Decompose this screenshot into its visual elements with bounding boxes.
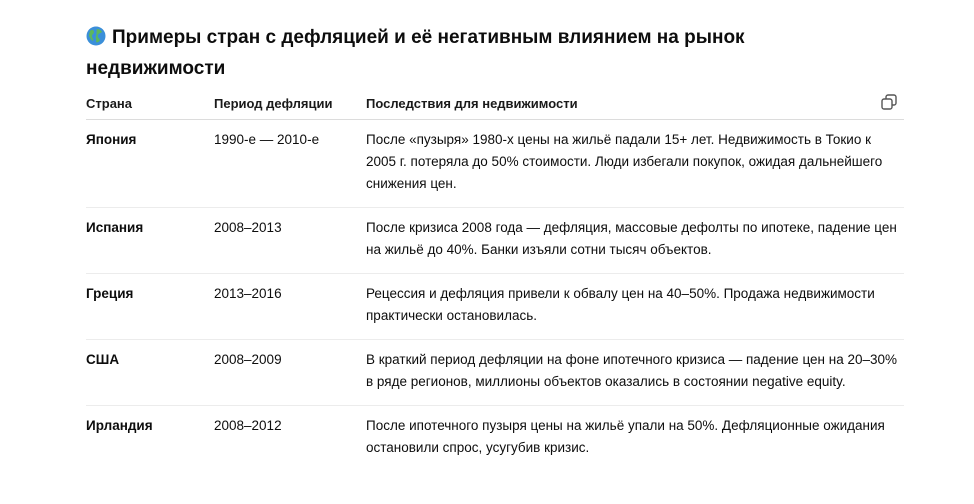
cell-effects: После кризиса 2008 года — дефляция, массовые дефолты по ипотеке, падение цен на жильё до 40%. Банки изъяли сотни тысяч объектов.: [366, 207, 904, 273]
cell-country: Греция: [86, 273, 214, 339]
cell-country: США: [86, 339, 214, 405]
cell-period: 2008–2013: [214, 207, 366, 273]
globe-icon: [86, 26, 106, 46]
cell-period: 2008–2009: [214, 339, 366, 405]
table-row: [86, 207, 904, 273]
cell-effects: После «пузыря» 1980-х цены на жильё падали 15+ лет. Недвижимость в Токио к 2005 г. потеряла до 50% стоимости. Люди избегали покупок, ожидая дальнейшего снижения цен.: [366, 119, 904, 207]
heading-text: Примеры стран с дефляцией и её негативным влиянием на рынок недвижимости: [86, 27, 745, 79]
data-table-container: [86, 88, 904, 471]
table-row: [86, 405, 904, 471]
header-effects: Последствия для недвижимости: [366, 88, 904, 119]
table-row: [86, 273, 904, 339]
deflation-table: [86, 88, 904, 471]
cell-country: Япония: [86, 119, 214, 207]
cell-period: 2013–2016: [214, 273, 366, 339]
header-country: Страна: [86, 88, 214, 119]
table-row: [86, 339, 904, 405]
table-row: [86, 119, 904, 207]
table-header-row: [86, 88, 904, 119]
cell-effects: В краткий период дефляции на фоне ипотечного кризиса — падение цен на 20–30% в ряде регионов, миллионы объектов оказались в состоянии negative equity.: [366, 339, 904, 405]
cell-effects: После ипотечного пузыря цены на жильё упали на 50%. Дефляционные ожидания остановили спрос, усугубив кризис.: [366, 417, 885, 455]
header-period: Период дефляции: [214, 88, 366, 119]
cell-effects: Рецессия и дефляция привели к обвалу цен на 40–50%. Продажа недвижимости практически остановилась.: [366, 273, 904, 339]
cell-period: 1990-е — 2010-е: [214, 119, 366, 207]
cell-country: Ирландия: [86, 417, 153, 433]
cell-country: Испания: [86, 207, 214, 273]
section-heading: [86, 22, 786, 84]
cell-period: 2008–2012: [214, 417, 282, 433]
